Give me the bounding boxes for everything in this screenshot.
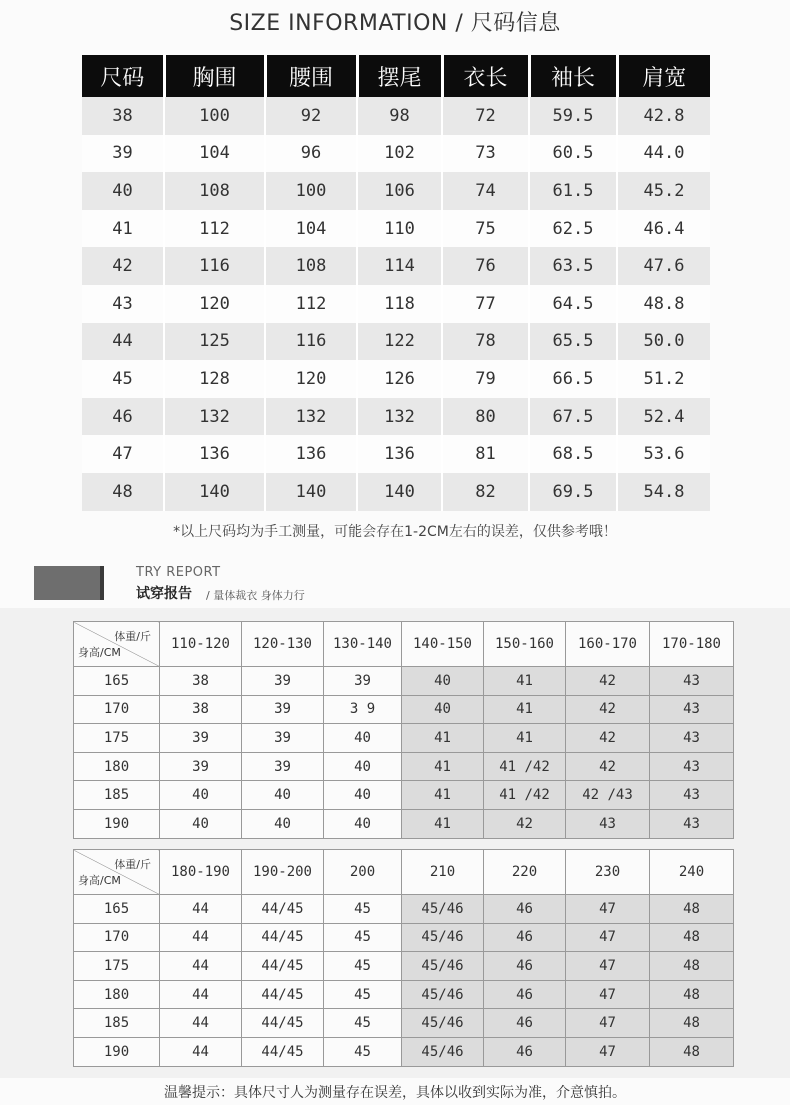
size-cell: 42 /43: [566, 781, 650, 810]
size-cell: 46: [484, 923, 566, 952]
table-row: [82, 323, 710, 361]
table-row: [74, 724, 734, 753]
measure-cell: 74: [442, 172, 529, 210]
height-cell: 190: [74, 809, 160, 838]
size-cell: 41: [82, 210, 164, 248]
measure-cell: 112: [164, 210, 265, 248]
measure-cell: 108: [265, 247, 357, 285]
size-cell: 39: [324, 667, 402, 696]
weight-header: 140-150: [402, 622, 484, 667]
size-cell: 43: [650, 809, 734, 838]
table-row: [82, 135, 710, 173]
measure-cell: 62.5: [529, 210, 617, 248]
measure-cell: 67.5: [529, 398, 617, 436]
size-cell: 42: [82, 247, 164, 285]
size-cell: 46: [484, 1009, 566, 1038]
weight-header: 110-120: [160, 622, 242, 667]
height-cell: 175: [74, 952, 160, 981]
measure-cell: 79: [442, 360, 529, 398]
table-row: [82, 398, 710, 436]
size-cell: 45/46: [402, 952, 484, 981]
size-cell: 47: [566, 980, 650, 1009]
measure-cell: 78: [442, 323, 529, 361]
size-cell: 48: [650, 895, 734, 924]
size-cell: 43: [82, 285, 164, 323]
size-cell: 40: [324, 752, 402, 781]
measure-cell: 69.5: [529, 473, 617, 511]
table-row: [74, 1037, 734, 1066]
size-cell: 41: [402, 809, 484, 838]
report-table-header: [74, 850, 734, 895]
size-cell: 48: [650, 1037, 734, 1066]
measure-cell: 82: [442, 473, 529, 511]
size-cell: 41: [484, 695, 566, 724]
size-cell: 44: [82, 323, 164, 361]
table-row: [74, 923, 734, 952]
size-cell: 44/45: [242, 952, 324, 981]
size-cell: 45: [82, 360, 164, 398]
try-report-title-cn: 试穿报告: [136, 586, 192, 602]
size-cell: 40: [160, 809, 242, 838]
measure-cell: 73: [442, 135, 529, 173]
weight-header: 190-200: [242, 850, 324, 895]
measure-cell: 98: [357, 97, 442, 135]
size-cell: 46: [484, 895, 566, 924]
table-row: [82, 360, 710, 398]
header-shoulder: 肩宽: [617, 55, 710, 97]
measure-cell: 81: [442, 435, 529, 473]
size-cell: 48: [82, 473, 164, 511]
size-cell: 38: [160, 667, 242, 696]
table-row: [82, 247, 710, 285]
weight-header: 230: [566, 850, 650, 895]
size-cell: 40: [242, 781, 324, 810]
measure-cell: 136: [357, 435, 442, 473]
measure-cell: 51.2: [617, 360, 710, 398]
table-row: [82, 435, 710, 473]
height-axis-label: 身高/CM: [78, 646, 121, 659]
size-cell: 43: [650, 724, 734, 753]
measure-cell: 64.5: [529, 285, 617, 323]
size-cell: 44: [160, 1037, 242, 1066]
size-cell: 44: [160, 1009, 242, 1038]
size-cell: 46: [484, 952, 566, 981]
section-marker: [34, 566, 104, 600]
height-cell: 185: [74, 1009, 160, 1038]
height-cell: 165: [74, 895, 160, 924]
weight-header: 160-170: [566, 622, 650, 667]
height-cell: 185: [74, 781, 160, 810]
measure-cell: 77: [442, 285, 529, 323]
size-table: [82, 55, 710, 511]
size-cell: 46: [484, 980, 566, 1009]
measure-cell: 59.5: [529, 97, 617, 135]
size-cell: 40: [402, 695, 484, 724]
report-table-1: [73, 621, 734, 839]
height-cell: 170: [74, 695, 160, 724]
size-cell: 42: [566, 695, 650, 724]
size-table-header: [82, 55, 710, 97]
measure-cell: 75: [442, 210, 529, 248]
try-report-title-en: TRY REPORT: [136, 565, 221, 580]
size-cell: 42: [566, 667, 650, 696]
size-cell: 45: [324, 980, 402, 1009]
size-cell: 46: [82, 398, 164, 436]
table-row: [82, 172, 710, 210]
header-hem: 摆尾: [357, 55, 442, 97]
measure-cell: 132: [265, 398, 357, 436]
size-cell: 39: [160, 752, 242, 781]
measure-cell: 110: [357, 210, 442, 248]
page-title: SIZE INFORMATION / 尺码信息: [229, 11, 561, 36]
size-cell: 47: [566, 923, 650, 952]
table-row: [74, 952, 734, 981]
size-cell: 45/46: [402, 895, 484, 924]
measure-cell: 68.5: [529, 435, 617, 473]
size-cell: 44/45: [242, 895, 324, 924]
table-row: [74, 980, 734, 1009]
header-waist: 腰围: [265, 55, 357, 97]
weight-header: 180-190: [160, 850, 242, 895]
weight-header: 200: [324, 850, 402, 895]
height-cell: 170: [74, 923, 160, 952]
measure-cell: 63.5: [529, 247, 617, 285]
height-cell: 180: [74, 980, 160, 1009]
measure-cell: 106: [357, 172, 442, 210]
header-sleeve: 袖长: [529, 55, 617, 97]
height-cell: 175: [74, 724, 160, 753]
table-row: [82, 473, 710, 511]
header-chest: 胸围: [164, 55, 265, 97]
height-cell: 180: [74, 752, 160, 781]
measure-cell: 116: [265, 323, 357, 361]
measure-cell: 65.5: [529, 323, 617, 361]
size-cell: 47: [566, 1037, 650, 1066]
size-cell: 47: [82, 435, 164, 473]
measure-cell: 108: [164, 172, 265, 210]
size-cell: 47: [566, 1009, 650, 1038]
size-cell: 3 9: [324, 695, 402, 724]
measure-cell: 140: [265, 473, 357, 511]
section-marker-bar: [100, 566, 104, 600]
size-cell: 40: [242, 809, 324, 838]
measure-cell: 104: [164, 135, 265, 173]
size-cell: 39: [82, 135, 164, 173]
weight-header: 210: [402, 850, 484, 895]
size-cell: 39: [242, 752, 324, 781]
size-cell: 39: [160, 724, 242, 753]
measure-cell: 128: [164, 360, 265, 398]
height-cell: 165: [74, 667, 160, 696]
size-cell: 40: [82, 172, 164, 210]
header-length: 衣长: [442, 55, 529, 97]
measure-cell: 114: [357, 247, 442, 285]
size-cell: 45/46: [402, 923, 484, 952]
size-cell: 48: [650, 952, 734, 981]
size-cell: 44/45: [242, 1009, 324, 1038]
size-cell: 40: [324, 724, 402, 753]
report-table-header: [74, 622, 734, 667]
weight-header: 150-160: [484, 622, 566, 667]
size-cell: 45/46: [402, 1037, 484, 1066]
measure-cell: 120: [265, 360, 357, 398]
measure-cell: 112: [265, 285, 357, 323]
measure-cell: 54.8: [617, 473, 710, 511]
size-cell: 48: [650, 980, 734, 1009]
size-cell: 43: [566, 809, 650, 838]
table-row: [82, 285, 710, 323]
weight-header: 170-180: [650, 622, 734, 667]
weight-header: 120-130: [242, 622, 324, 667]
measure-cell: 76: [442, 247, 529, 285]
size-cell: 42: [566, 752, 650, 781]
measure-cell: 92: [265, 97, 357, 135]
size-cell: 47: [566, 952, 650, 981]
size-cell: 38: [160, 695, 242, 724]
measure-cell: 100: [265, 172, 357, 210]
size-cell: 42: [566, 724, 650, 753]
size-cell: 40: [402, 667, 484, 696]
measure-cell: 100: [164, 97, 265, 135]
table-row: [74, 809, 734, 838]
table-row: [74, 781, 734, 810]
measure-cell: 47.6: [617, 247, 710, 285]
table-row: [74, 695, 734, 724]
measure-cell: 50.0: [617, 323, 710, 361]
size-cell: 41: [402, 724, 484, 753]
size-cell: 45/46: [402, 1009, 484, 1038]
table-row: [74, 1009, 734, 1038]
measure-cell: 136: [265, 435, 357, 473]
weight-header: 130-140: [324, 622, 402, 667]
measure-cell: 126: [357, 360, 442, 398]
measure-cell: 53.6: [617, 435, 710, 473]
header-size: 尺码: [82, 55, 164, 97]
size-cell: 39: [242, 695, 324, 724]
measure-cell: 42.8: [617, 97, 710, 135]
height-axis-label: 身高/CM: [78, 874, 121, 887]
measure-cell: 80: [442, 398, 529, 436]
corner-header: [74, 850, 160, 895]
height-cell: 190: [74, 1037, 160, 1066]
size-cell: 39: [242, 667, 324, 696]
size-cell: 43: [650, 695, 734, 724]
measure-cell: 45.2: [617, 172, 710, 210]
measure-cell: 120: [164, 285, 265, 323]
measure-cell: 136: [164, 435, 265, 473]
footer-tip: 温馨提示：具体尺寸人为测量存在误差，具体以收到实际为准，介意慎拍。: [164, 1085, 626, 1101]
measure-cell: 60.5: [529, 135, 617, 173]
measure-cell: 48.8: [617, 285, 710, 323]
table-row: [82, 210, 710, 248]
size-cell: 38: [82, 97, 164, 135]
weight-axis-label: 体重/斤: [114, 858, 151, 871]
size-cell: 43: [650, 752, 734, 781]
measure-cell: 140: [164, 473, 265, 511]
size-cell: 41 /42: [484, 752, 566, 781]
measure-cell: 46.4: [617, 210, 710, 248]
measure-cell: 44.0: [617, 135, 710, 173]
size-cell: 43: [650, 667, 734, 696]
measure-cell: 104: [265, 210, 357, 248]
table-row: [82, 97, 710, 135]
measure-cell: 61.5: [529, 172, 617, 210]
size-cell: 40: [160, 781, 242, 810]
size-cell: 41: [484, 667, 566, 696]
size-cell: 44/45: [242, 980, 324, 1009]
size-cell: 45: [324, 1037, 402, 1066]
size-cell: 45: [324, 923, 402, 952]
measure-cell: 125: [164, 323, 265, 361]
size-cell: 41: [484, 724, 566, 753]
size-cell: 40: [324, 781, 402, 810]
size-cell: 48: [650, 923, 734, 952]
table-row: [74, 752, 734, 781]
table-row: [74, 895, 734, 924]
report-table-2: [73, 849, 734, 1067]
size-cell: 39: [242, 724, 324, 753]
corner-header: [74, 622, 160, 667]
measure-cell: 118: [357, 285, 442, 323]
size-cell: 44/45: [242, 923, 324, 952]
measurement-note: *以上尺码均为手工测量，可能会存在1-2CM左右的误差，仅供参考哦！: [173, 524, 617, 540]
size-cell: 47: [566, 895, 650, 924]
size-cell: 45: [324, 895, 402, 924]
measure-cell: 140: [357, 473, 442, 511]
size-cell: 41: [402, 752, 484, 781]
size-cell: 45: [324, 1009, 402, 1038]
table-row: [74, 667, 734, 696]
weight-header: 220: [484, 850, 566, 895]
measure-cell: 52.4: [617, 398, 710, 436]
measure-cell: 132: [164, 398, 265, 436]
measure-cell: 122: [357, 323, 442, 361]
size-cell: 44: [160, 952, 242, 981]
size-cell: 44: [160, 923, 242, 952]
size-cell: 42: [484, 809, 566, 838]
measure-cell: 116: [164, 247, 265, 285]
size-cell: 41 /42: [484, 781, 566, 810]
weight-axis-label: 体重/斤: [114, 630, 151, 643]
size-cell: 48: [650, 1009, 734, 1038]
size-cell: 43: [650, 781, 734, 810]
size-cell: 45: [324, 952, 402, 981]
size-cell: 41: [402, 781, 484, 810]
size-cell: 45/46: [402, 980, 484, 1009]
weight-header: 240: [650, 850, 734, 895]
size-cell: 44/45: [242, 1037, 324, 1066]
measure-cell: 96: [265, 135, 357, 173]
measure-cell: 72: [442, 97, 529, 135]
size-cell: 40: [324, 809, 402, 838]
measure-cell: 132: [357, 398, 442, 436]
size-cell: 46: [484, 1037, 566, 1066]
try-report-subtitle: / 量体裁衣 身体力行: [206, 589, 305, 602]
measure-cell: 66.5: [529, 360, 617, 398]
size-cell: 44: [160, 980, 242, 1009]
size-cell: 44: [160, 895, 242, 924]
measure-cell: 102: [357, 135, 442, 173]
